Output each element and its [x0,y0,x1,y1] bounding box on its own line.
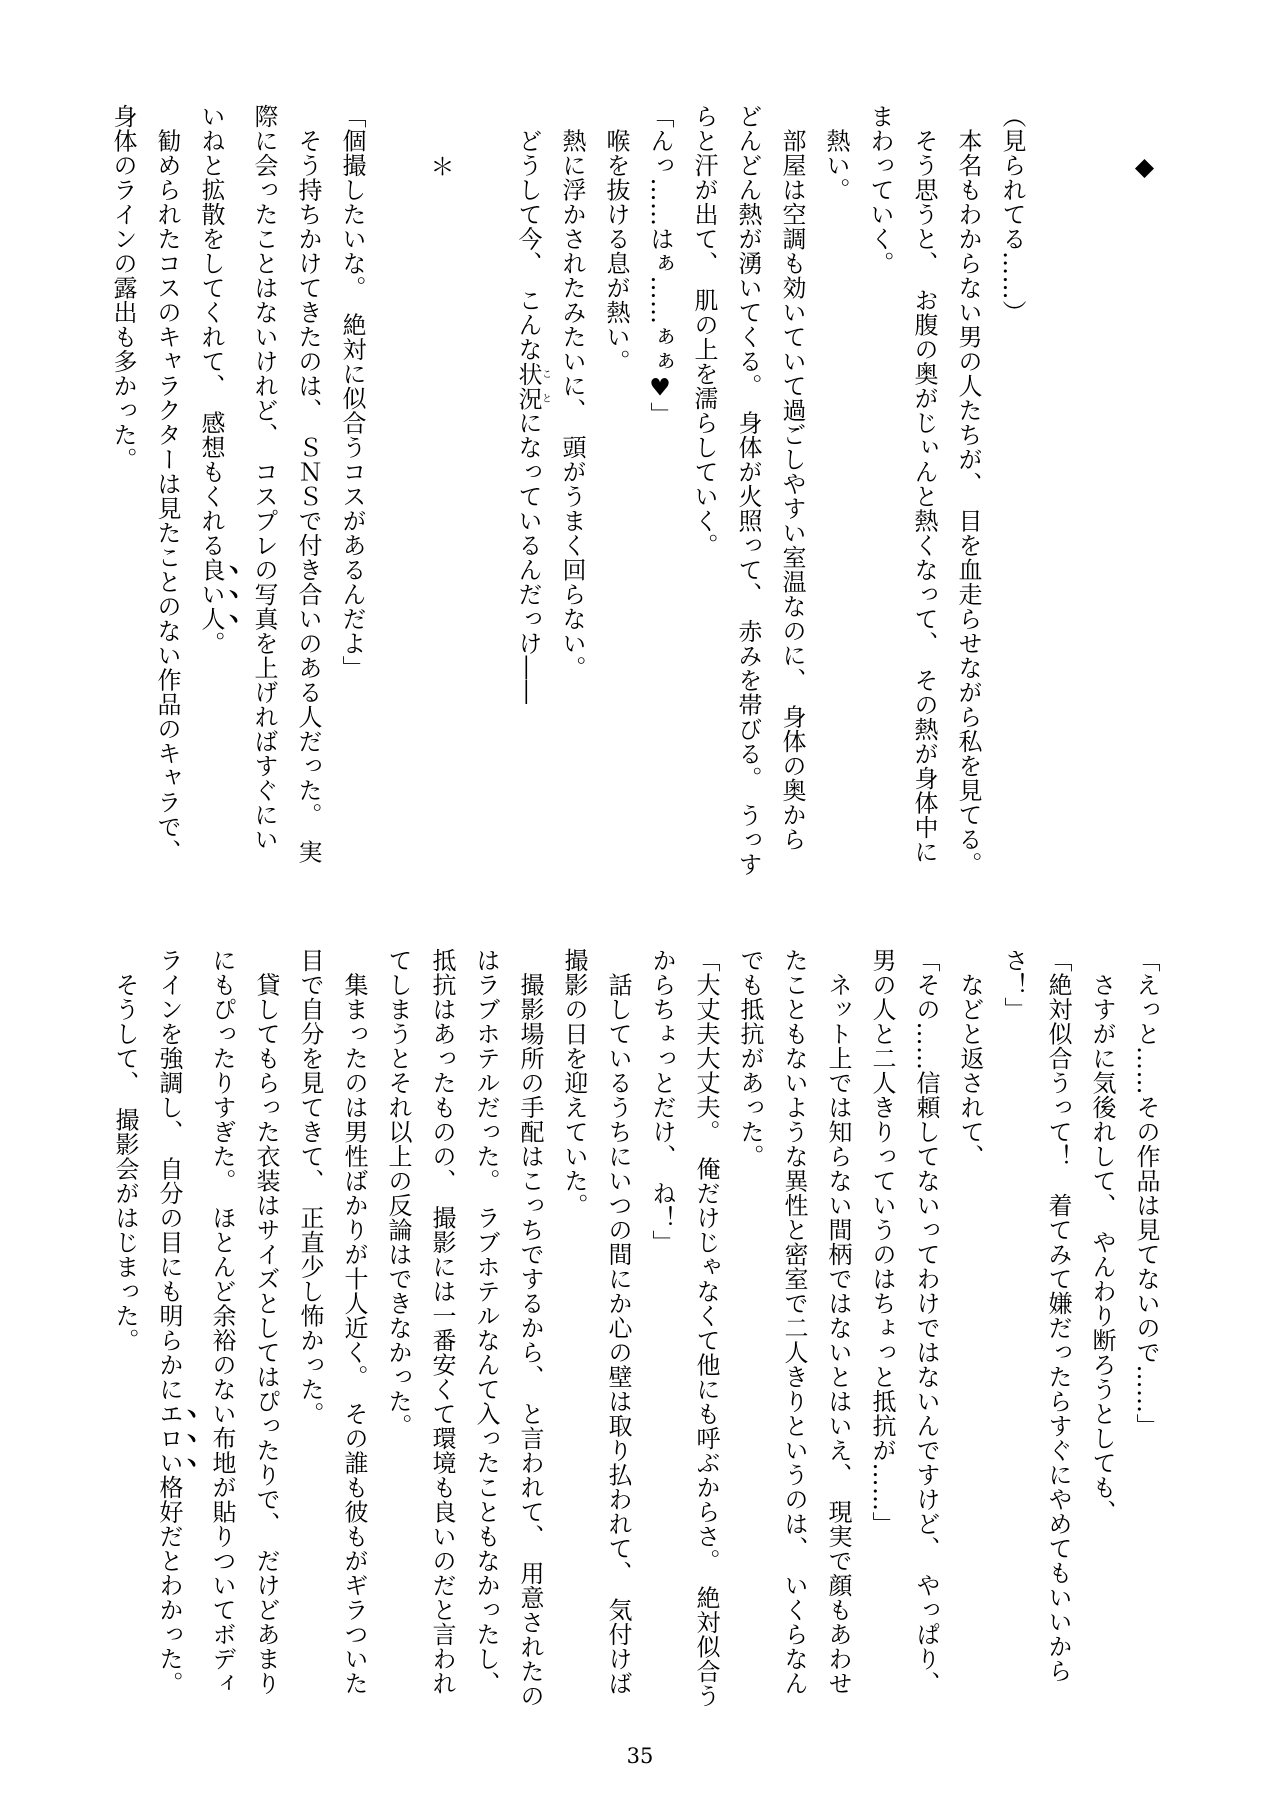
asterisk-section-divider [418,104,462,909]
text-column [145,104,189,909]
column-text: 「えっと……その作品は見てないので……」 [1132,948,1160,1438]
column-text: 「個撮したいな。 絶対に似合うコスがあるんだよ」 [338,104,366,680]
text-column [1080,948,1124,1734]
column-text: 勧められたコスのキャラクターは見たことのない作品のキャラで、 [153,104,181,864]
text-column [904,948,948,1734]
text-column [550,104,594,909]
column-text: 「絶対似合うって！ 着てみて嫌だったらすぐにやめてもいいから [1044,948,1072,1683]
text-column [728,948,772,1734]
column-text: でも抵抗があった。 [736,948,764,1169]
column-text: 撮影場所の手配はこっちでするから、 と言われて、 用意されたの [516,948,544,1708]
text-column [420,948,464,1734]
text-column [242,104,286,909]
column-text: ラインを強調し、 自分の目にも明らかに [155,948,183,1402]
diamond-section-marker [1122,104,1166,909]
column-text: 熱に浮かされたみたいに、 頭がうまく回らない。 [558,104,586,680]
column-text: たこともないような異性と密室で二人きりというのは、 いくらなん [780,948,808,1696]
column-text: 身体のラインの露出も多かった。 [109,104,137,472]
column-text: 。 [197,631,225,656]
text-column [992,948,1036,1734]
upper-text-block [101,104,1166,909]
text-column [332,948,376,1734]
column-text: 熱い。 [822,104,850,202]
text-column [726,104,770,909]
text-column [640,948,684,1734]
column-text: 男の人と二人きりっていうのはちょっと抵抗が……」 [868,948,896,1536]
column-text: ◆ [1130,152,1159,182]
text-column [508,948,552,1734]
lower-text-block [103,948,1168,1734]
text-column [103,948,147,1734]
column-text: 「大丈夫大丈夫。 俺だけじゃなくて他にも呼ぶからさ。 絶対似合う [692,948,720,1708]
column-text: ネット上では知らない間柄ではないとはいえ、 現実で顔もあわせ [824,948,852,1696]
column-text: そう思うと、 お腹の奥がじぃんと熱くなって、 その熱が身体中に [910,104,938,864]
text-column [200,948,244,1734]
emphasized-text: エロい [155,1401,183,1475]
text-column [684,948,728,1734]
column-text: まわっていく。 [866,104,894,276]
text-column [506,104,550,909]
column-text: 「その……信頼してないってわけではないんですけど、 やっぱり、 [912,948,940,1696]
text-column [376,948,420,1734]
text-column [1036,948,1080,1734]
text-column [330,104,374,909]
column-text: からちょっとだけ、 ね！」 [648,948,676,1255]
text-column [858,104,902,909]
column-text: はラブホテルだった。 ラブホテルなんて入ったこともなかったし、 [472,948,500,1696]
column-text: そう持ちかけてきたのは、 ＳＮＳで付き合いのある人だった。 実 [294,104,322,864]
text-column [946,104,990,909]
ruby-text: こと [539,361,551,411]
text-column [990,104,1034,909]
text-column [902,104,946,909]
text-column [596,948,640,1734]
text-column [638,104,682,909]
column-text: 抵抗はあったものの、 撮影には一番安くて環境も良いのだと言われ [428,948,456,1696]
page-number: 35 [626,1744,654,1768]
column-text: 際に会ったことはないけれど、 コスプレの写真を上げればすぐにい [250,104,278,852]
column-text: どんどん熱が湧いてくる。 身体が火照って、 赤みを帯びる。 うっす [734,104,762,877]
text-column [1124,948,1168,1734]
column-text: 「んっ……はぁ……ぁぁ♥」 [646,104,674,427]
column-text: などと返されて、 [956,948,984,1169]
text-column [816,948,860,1734]
text-column [244,948,288,1734]
text-column [288,948,332,1734]
column-text: （見られてる……） [998,104,1026,325]
text-column [286,104,330,909]
column-text: てしまうとそれ以上の反論はできなかった。 [384,948,412,1438]
column-text: 貸してもらった衣装はサイズとしてはぴったりで、 だけどあまり [252,948,280,1696]
text-column [860,948,904,1734]
text-column [772,948,816,1734]
text-column [682,104,726,909]
text-column [948,948,992,1734]
column-text: 格好だとわかった。 [155,1475,183,1696]
ruby-base: 状況 [514,361,542,411]
text-column [464,948,508,1734]
text-column [552,948,596,1734]
text-column [770,104,814,909]
column-text: 本名もわからない男の人たちが、 目を血走らせながら私を見てる。 [954,104,982,876]
text-column [814,104,858,909]
column-text: さすがに気後れして、 やんわり断ろうとしても、 [1088,948,1116,1524]
text-column [147,948,200,1734]
column-text: そうして、 撮影会がはじまった。 [111,948,139,1353]
text-column [189,104,242,909]
column-text: らと汗が出て、 肌の上を濡らしていく。 [690,104,718,558]
column-text: 話しているうちにいつの間にか心の壁は取り払われて、 気付けば [604,948,632,1696]
text-column [101,104,145,909]
column-text: どうして今、 こんな [514,104,542,362]
column-text: ＊ [426,154,454,179]
emphasized-text: 良い人 [197,557,225,631]
column-text: いねと拡散をしてくれて、 感想もくれる [197,104,225,558]
column-text: 目で自分を見てきて、 正直少し怖かった。 [296,948,324,1426]
column-text: になっているんだっけ―― [514,410,542,705]
column-text: 喉を抜ける息が熱い。 [602,104,630,374]
column-text: さ！」 [1000,948,1028,1022]
text-column [594,104,638,909]
ruby-annotated-word [514,361,551,411]
column-text: にもぴったりすぎた。 ほとんど余裕のない布地が貼りついてボディ [208,948,236,1696]
column-text: 撮影の日を迎えていた。 [560,948,588,1218]
column-text: 集まったのは男性ばかりが十人近く。 その誰も彼もがギラついた [340,948,368,1696]
column-text: 部屋は空調も効いていて過ごしやすい室温なのに、 身体の奥から [778,104,806,852]
